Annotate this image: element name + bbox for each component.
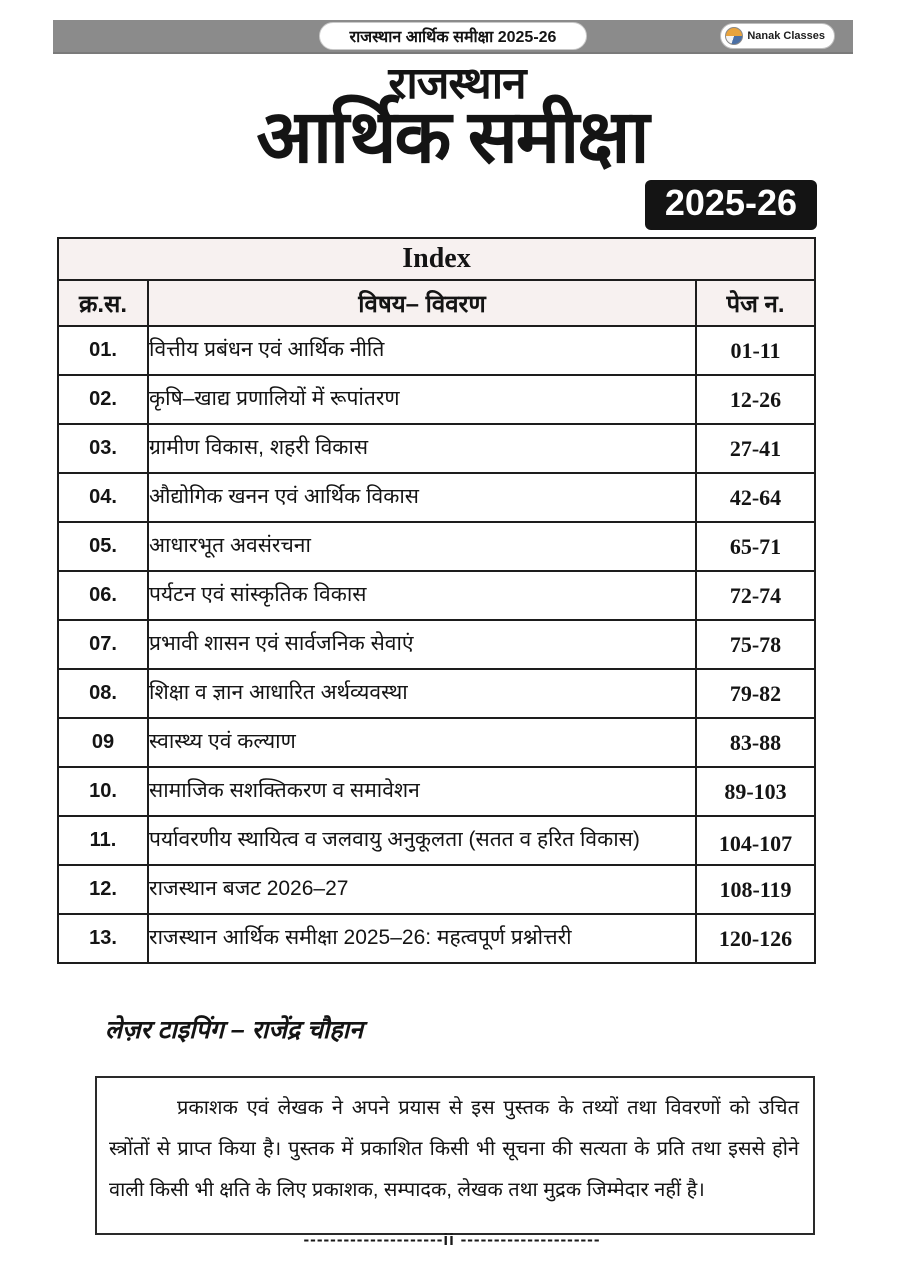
table-row (58, 865, 815, 914)
table-row (58, 718, 815, 767)
column-header-subject: विषय– विवरण (148, 280, 696, 326)
row-subject: कृषि–खाद्य प्रणालियों में रूपांतरण (148, 375, 696, 424)
table-row (58, 473, 815, 522)
row-subject: औद्योगिक खनन एवं आर्थिक विकास (148, 473, 696, 522)
row-pages: 79-82 (696, 669, 815, 718)
table-row (58, 522, 815, 571)
row-pages: 108-119 (696, 865, 815, 914)
footer-dashes-right: --------------------- (460, 1230, 601, 1249)
row-pages: 27-41 (696, 424, 815, 473)
row-sn: 02. (58, 375, 148, 424)
row-subject: आधारभूत अवसंरचना (148, 522, 696, 571)
table-row (58, 669, 815, 718)
table-row (58, 816, 815, 865)
cover-title-block (0, 59, 904, 230)
disclaimer-box (95, 1076, 815, 1235)
index-table-header-row (58, 280, 815, 326)
row-sn: 11. (58, 816, 148, 865)
footer-page-number (0, 1230, 904, 1250)
table-row (58, 767, 815, 816)
table-row (58, 620, 815, 669)
footer-page-label: ii (443, 1230, 455, 1249)
row-sn: 03. (58, 424, 148, 473)
row-sn: 08. (58, 669, 148, 718)
row-subject: पर्यावरणीय स्थायित्व व जलवायु अनुकूलता (सतत व हरित विकास) (148, 816, 696, 865)
brand-name-text: Nanak Classes (747, 30, 825, 42)
index-table (57, 237, 816, 964)
row-sn: 07. (58, 620, 148, 669)
title-line-top: राजस्थान (388, 59, 526, 108)
row-pages: 01-11 (696, 326, 815, 375)
row-pages: 83-88 (696, 718, 815, 767)
row-pages: 75-78 (696, 620, 815, 669)
row-subject: ग्रामीण विकास, शहरी विकास (148, 424, 696, 473)
row-sn: 12. (58, 865, 148, 914)
column-header-sn: क्र.स. (58, 280, 148, 326)
row-pages: 65-71 (696, 522, 815, 571)
row-pages: 104-107 (696, 816, 815, 865)
row-subject: वित्तीय प्रबंधन एवं आर्थिक नीति (148, 326, 696, 375)
title-year-wrap (347, 174, 817, 230)
row-sn: 10. (58, 767, 148, 816)
table-row (58, 424, 815, 473)
row-sn: 13. (58, 914, 148, 963)
row-subject: स्वास्थ्य एवं कल्याण (148, 718, 696, 767)
row-pages: 72-74 (696, 571, 815, 620)
index-table-title-row (58, 238, 815, 280)
table-row (58, 571, 815, 620)
title-year-badge: 2025-26 (645, 180, 817, 230)
disclaimer-text: प्रकाशक एवं लेखक ने अपने प्रयास से इस पुस्तक के तथ्यों तथा विवरणों को उचित स्त्रोंतों से प्राप्त किया है। पुस्तक में प्रकाशित किसी भी सूचना की सत्यता के प्रति तथा इससे होने वाली किसी भी क्षति के लिए प्रकाशक, सम्पादक, लेखक तथा मुद्रक जिम्मेदार नहीं है। (109, 1097, 799, 1201)
footer-dashes-left: --------------------- (303, 1230, 444, 1249)
index-table-title: Index (58, 238, 815, 280)
table-row (58, 914, 815, 963)
brand-logo-icon (725, 27, 743, 45)
row-subject: राजस्थान आर्थिक समीक्षा 2025–26: महत्वपूर्ण प्रश्नोत्तरी (148, 914, 696, 963)
header-title-pill (319, 22, 588, 50)
row-subject: सामाजिक सशक्तिकरण व समावेशन (148, 767, 696, 816)
title-line-main: आर्थिक समीक्षा (256, 95, 648, 178)
row-pages: 89-103 (696, 767, 815, 816)
row-subject: राजस्थान बजट 2026–27 (148, 865, 696, 914)
typing-credit: लेज़र टाइपिंग – राजेंद्र चौहान (105, 1016, 364, 1044)
header-title-text: राजस्थान आर्थिक समीक्षा 2025-26 (349, 29, 557, 46)
table-row (58, 375, 815, 424)
brand-badge (720, 23, 835, 49)
row-sn: 09 (58, 718, 148, 767)
top-header-bar (53, 20, 853, 54)
row-pages: 12-26 (696, 375, 815, 424)
row-sn: 04. (58, 473, 148, 522)
row-pages: 42-64 (696, 473, 815, 522)
row-subject: शिक्षा व ज्ञान आधारित अर्थव्यवस्था (148, 669, 696, 718)
column-header-pages: पेज न. (696, 280, 815, 326)
row-subject: प्रभावी शासन एवं सार्वजनिक सेवाएं (148, 620, 696, 669)
row-sn: 01. (58, 326, 148, 375)
row-pages: 120-126 (696, 914, 815, 963)
table-row (58, 326, 815, 375)
row-sn: 06. (58, 571, 148, 620)
row-sn: 05. (58, 522, 148, 571)
row-subject: पर्यटन एवं सांस्कृतिक विकास (148, 571, 696, 620)
